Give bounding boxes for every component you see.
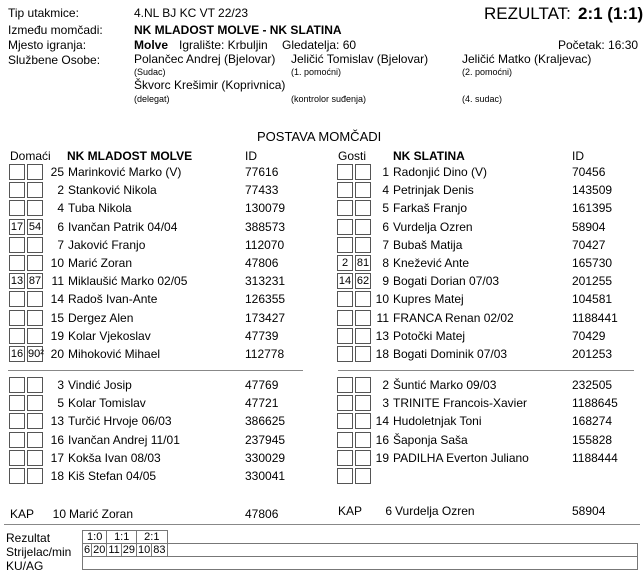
player-name: Šaponja Saša xyxy=(393,432,468,447)
player-id: 388573 xyxy=(245,219,286,234)
player-number: 15 xyxy=(50,310,64,325)
player-id: 77616 xyxy=(245,165,279,179)
player-name: Ivančan Patrik 04/04 xyxy=(68,219,178,234)
player-number: 14 xyxy=(50,292,64,307)
sub-number-box xyxy=(9,413,25,429)
sub-number-box xyxy=(9,255,25,271)
player-id: 155828 xyxy=(572,432,613,447)
player-name: Bubaš Matija xyxy=(393,237,463,252)
sub-number-box: 14 xyxy=(338,275,352,288)
player-id: 165730 xyxy=(572,256,613,270)
sub-number-box: 13 xyxy=(10,275,24,288)
player-id: 47769 xyxy=(245,378,279,392)
player-id: 47806 xyxy=(245,256,279,270)
player-name: Potočki Matej xyxy=(393,328,466,343)
sub-number-box xyxy=(337,291,353,307)
player-name: Hudoletnjak Toni xyxy=(393,414,482,429)
sub-number-box: 17 xyxy=(10,220,24,233)
player-name: Vurdelja Ozren xyxy=(393,219,473,234)
home-captain-id: 47806 xyxy=(245,507,279,521)
official-fourth-role: (4. sudac) xyxy=(462,94,503,104)
sub-number-box xyxy=(337,219,353,235)
home-side-label: Domaći xyxy=(10,149,51,163)
sub-number-box xyxy=(337,395,353,411)
official-assistant2-name: Jeličić Matko (Kraljevac) xyxy=(462,52,592,66)
venue-town: Molve xyxy=(134,38,169,52)
player-number: 3 xyxy=(382,396,389,411)
player-number: 9 xyxy=(382,274,389,289)
score-cell: 1:1 xyxy=(107,531,137,544)
official-assistant1-role: (1. pomoćni) xyxy=(291,67,342,77)
player-name: Bogati Dorian 07/03 xyxy=(393,274,500,289)
sub-minute-box: 81 xyxy=(356,257,370,269)
sub-number-box xyxy=(337,200,353,216)
player-number: 19 xyxy=(50,328,64,343)
sub-minute-box xyxy=(355,468,371,484)
sub-number-box xyxy=(9,328,25,344)
home-captain-name: Marić Zoran xyxy=(69,507,134,521)
player-id: 1188444 xyxy=(572,450,618,465)
result-value: 2:1 (1:1) xyxy=(578,4,644,23)
player-number: 6 xyxy=(382,219,389,234)
away-captain-number: 6 xyxy=(385,504,392,518)
home-captain-number: 10 xyxy=(52,507,66,521)
sub-number-box xyxy=(337,468,353,484)
player-id: 1188645 xyxy=(572,396,618,411)
venue-label: Mjesto igranja: xyxy=(8,38,87,52)
player-id: 112070 xyxy=(245,237,285,252)
player-number: 16 xyxy=(375,432,389,447)
player-number: 7 xyxy=(382,237,389,252)
teams-value: NK MLADOST MOLVE - NK SLATINA xyxy=(134,23,342,37)
player-id: 173427 xyxy=(245,310,286,325)
player-number: 4 xyxy=(382,183,389,198)
player-number: 3 xyxy=(57,378,64,392)
player-number: 1 xyxy=(382,165,389,179)
score-cell: 2:1 xyxy=(137,531,168,544)
official-referee-name: Polančec Andrej (Bjelovar) xyxy=(134,52,276,66)
player-id: 386625 xyxy=(245,414,286,429)
sub-number-box xyxy=(9,310,25,326)
player-number: 19 xyxy=(375,450,389,465)
sub-number-box xyxy=(9,377,25,393)
away-team-name: NK SLATINA xyxy=(393,149,465,163)
sub-minute-box: 90² xyxy=(28,348,44,360)
score-empty-cell xyxy=(167,531,637,544)
player-number: 13 xyxy=(50,414,64,429)
player-id: 47721 xyxy=(245,396,279,411)
teams-label: Između momčadi: xyxy=(8,23,103,37)
player-name: Marinković Marko (V) xyxy=(68,165,182,179)
player-id: 201253 xyxy=(572,347,613,361)
player-id: 77433 xyxy=(245,183,279,198)
player-id: 168274 xyxy=(572,414,613,429)
sub-number-box xyxy=(9,291,25,307)
player-name: Marić Zoran xyxy=(68,256,133,270)
sub-minute-box: 62 xyxy=(356,275,370,288)
score-table xyxy=(82,530,638,570)
player-name: Knežević Ante xyxy=(393,256,470,270)
official-assistant1-name: Jeličić Tomislav (Bjelovar) xyxy=(291,52,429,66)
player-id: 112778 xyxy=(245,347,285,361)
player-number: 11 xyxy=(51,274,64,289)
official-assistant2-role: (2. pomoćni) xyxy=(462,67,513,77)
player-name: PADILHA Everton Juliano xyxy=(393,450,529,465)
official-delegate-name: Škvorc Krešimir (Koprivnica) xyxy=(134,78,286,92)
scorer-minute-cell: 20 xyxy=(93,544,106,556)
result-row-label: Rezultat xyxy=(6,531,51,545)
officials-label: Službene Osobe: xyxy=(8,53,101,67)
home-id-header: ID xyxy=(245,149,257,163)
player-number: 18 xyxy=(50,469,64,483)
player-name: Radoš Ivan-Ante xyxy=(68,292,158,307)
player-name: Miklaušić Marko 02/05 xyxy=(68,274,188,289)
player-name: TRINITE Francois-Xavier xyxy=(393,396,528,411)
player-number: 2 xyxy=(382,378,389,392)
official-referee-role: (Sudac) xyxy=(134,67,166,77)
player-id: 232505 xyxy=(572,378,613,392)
player-name: Šuntić Marko 09/03 xyxy=(393,378,497,392)
official-delegate-role: (delegat) xyxy=(134,94,170,104)
venue-spectators: Gledatelja: 60 xyxy=(282,38,357,52)
scorer-cell: 11 xyxy=(108,544,120,556)
player-number: 20 xyxy=(50,347,64,361)
sub-number-box xyxy=(337,413,353,429)
player-id: 58904 xyxy=(572,219,606,234)
player-name: Kupres Matej xyxy=(393,292,464,307)
player-id: 126355 xyxy=(245,292,286,307)
player-name: Kiš Stefan 04/05 xyxy=(68,469,157,483)
sub-number-box: 2 xyxy=(337,255,353,271)
player-number: 8 xyxy=(382,256,389,270)
player-id: 70456 xyxy=(572,165,606,179)
sub-number-box xyxy=(9,200,25,216)
player-name: FRANCA Renan 02/02 xyxy=(393,310,514,325)
player-id: 70427 xyxy=(572,237,606,252)
sub-number-box xyxy=(9,450,25,466)
kickoff-time: Početak: 16:30 xyxy=(558,38,639,52)
scorer-cell: 6 xyxy=(84,544,91,556)
player-id: 313231 xyxy=(245,274,286,289)
score-divider xyxy=(4,524,640,525)
match-type-label: Tip utakmice: xyxy=(8,6,79,20)
match-type-value: 4.NL BJ KC VT 22/23 xyxy=(134,6,249,20)
away-id-header: ID xyxy=(572,149,584,163)
player-id: 130079 xyxy=(245,201,286,216)
kuag-cell xyxy=(83,557,638,570)
away-captain-name: Vurdelja Ozren xyxy=(395,504,475,518)
home-subs-divider xyxy=(8,370,303,371)
player-number: 5 xyxy=(57,396,64,411)
away-captain-label: KAP xyxy=(338,504,363,518)
player-number: 10 xyxy=(375,292,389,307)
player-name: Dergez Alen xyxy=(68,310,134,325)
sub-number-box xyxy=(337,164,353,180)
player-number: 14 xyxy=(375,414,389,429)
sub-number-box xyxy=(337,346,353,362)
player-number: 18 xyxy=(375,347,389,361)
scorer-minute-cell: 29 xyxy=(122,544,136,556)
player-number: 2 xyxy=(57,183,64,198)
official-controller-role: (kontrolor suđenja) xyxy=(291,94,367,104)
scorer-empty-cell xyxy=(167,544,637,557)
venue-pitch: Igralište: Krbuljin xyxy=(179,38,268,52)
home-captain-label: KAP xyxy=(10,507,35,521)
player-id: 237945 xyxy=(245,432,286,447)
player-name: Ivančan Andrej 11/01 xyxy=(68,432,180,447)
player-name: Bogati Dominik 07/03 xyxy=(393,347,508,361)
player-id: 47739 xyxy=(245,328,279,343)
player-name: Kolar Vjekoslav xyxy=(68,328,151,343)
player-number: 25 xyxy=(50,165,64,179)
sub-number-box xyxy=(9,237,25,253)
kuag-row xyxy=(83,557,638,570)
player-name: Tuba Nikola xyxy=(68,201,132,216)
player-name: Farkaš Franjo xyxy=(393,201,468,216)
sub-minute-box: 54 xyxy=(28,220,42,233)
away-side-label: Gosti xyxy=(338,149,367,163)
player-name: Radonjić Dino (V) xyxy=(393,165,488,179)
scorer-cell: 10 xyxy=(138,544,151,556)
result-label: REZULTAT: xyxy=(484,4,571,23)
player-name: Stanković Nikola xyxy=(68,183,157,198)
player-id: 161395 xyxy=(572,201,613,216)
player-name: Petrinjak Denis xyxy=(393,183,474,198)
sub-number-box xyxy=(9,182,25,198)
player-name: Turčić Hrvoje 06/03 xyxy=(68,414,172,429)
player-number: 17 xyxy=(50,450,64,465)
player-name: Kokša Ivan 08/03 xyxy=(68,450,161,465)
player-name: Kolar Tomislav xyxy=(68,396,146,411)
sub-number-box xyxy=(337,450,353,466)
sub-number-box xyxy=(337,377,353,393)
player-id: 201255 xyxy=(572,274,613,289)
away-captain-id: 58904 xyxy=(572,504,606,518)
player-number: 6 xyxy=(57,219,64,234)
score-row xyxy=(83,531,638,544)
player-id: 143509 xyxy=(572,183,613,198)
player-id: 70429 xyxy=(572,328,606,343)
player-number: 5 xyxy=(382,201,389,216)
score-cell: 1:0 xyxy=(83,531,107,544)
sub-number-box xyxy=(337,182,353,198)
player-number: 7 xyxy=(57,237,64,252)
player-name: Vindić Josip xyxy=(68,378,132,392)
sub-number-box: 16 xyxy=(10,348,24,360)
player-number: 4 xyxy=(57,201,64,216)
scorer-row-label: Strijelac/min xyxy=(6,545,72,559)
player-id: 330029 xyxy=(245,450,286,465)
player-number: 13 xyxy=(375,328,389,343)
player-id: 1188441 xyxy=(572,310,618,325)
away-subs-divider xyxy=(338,370,634,371)
sub-number-box xyxy=(9,468,25,484)
scorer-row xyxy=(83,544,638,557)
sub-number-box xyxy=(9,395,25,411)
sub-number-box xyxy=(9,164,25,180)
kuag-row-label: KU/AG xyxy=(6,559,44,573)
player-number: 16 xyxy=(50,432,64,447)
scorer-minute-cell: 83 xyxy=(153,544,166,556)
lineup-title: POSTAVA MOMČADI xyxy=(257,129,382,144)
player-name: Mihoković Mihael xyxy=(68,347,161,361)
home-team-name: NK MLADOST MOLVE xyxy=(67,149,193,163)
sub-number-box xyxy=(337,432,353,448)
player-id: 104581 xyxy=(572,292,613,307)
player-number: 10 xyxy=(50,256,64,270)
sub-number-box xyxy=(9,432,25,448)
player-id: 330041 xyxy=(245,469,286,483)
sub-number-box xyxy=(337,310,353,326)
player-name: Jaković Franjo xyxy=(68,237,146,252)
sub-number-box xyxy=(337,237,353,253)
sub-minute-box: 87 xyxy=(28,275,42,288)
sub-number-box xyxy=(337,328,353,344)
player-number: 11 xyxy=(376,310,389,325)
